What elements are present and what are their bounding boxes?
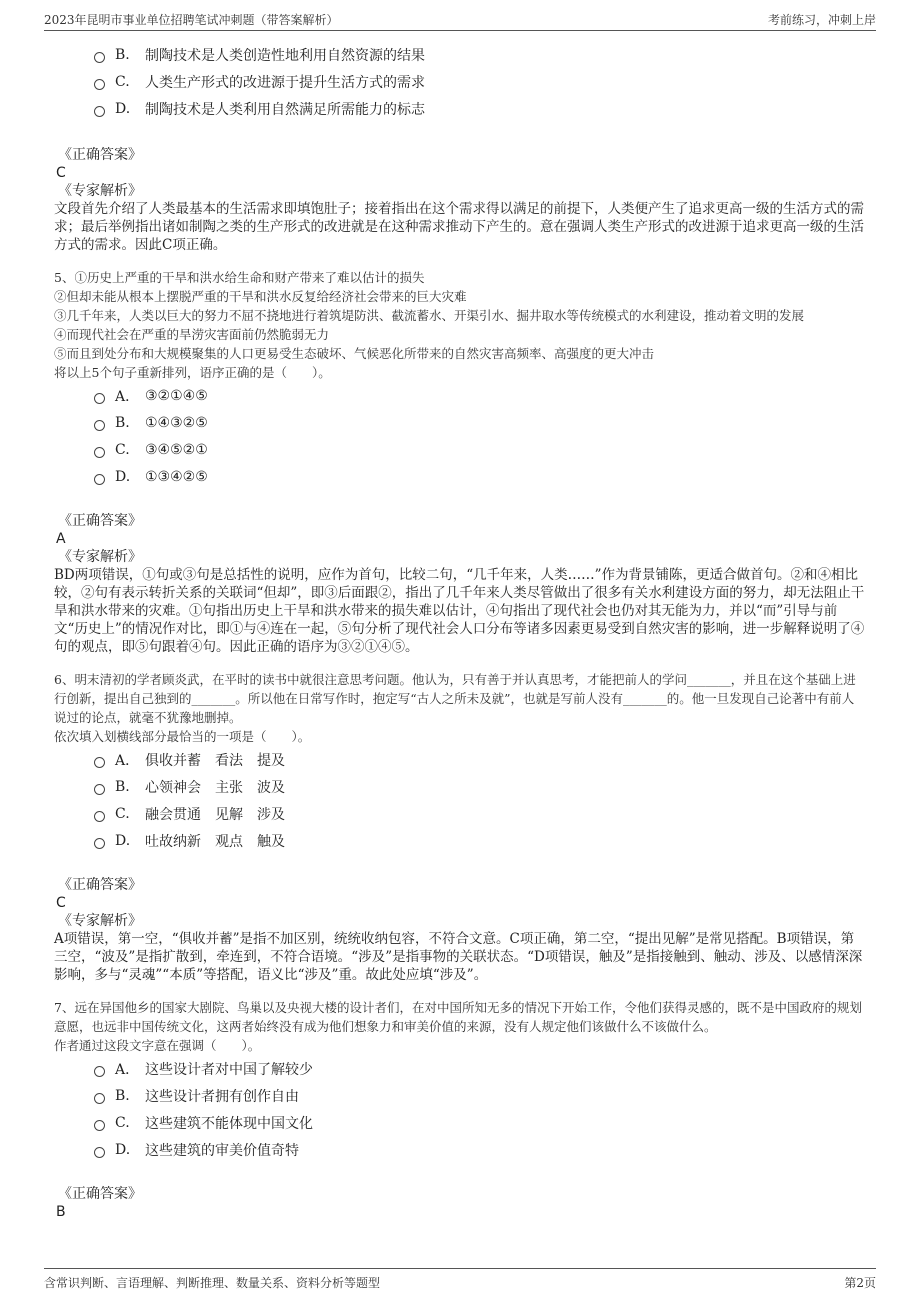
q7-option-a[interactable]: A． 这些设计者对中国了解较少 (94, 1055, 866, 1082)
analysis-label: 《专家解析》 (58, 549, 142, 565)
q5-option-b[interactable]: B. ①④③②⑤ (94, 409, 866, 436)
radio-icon[interactable] (94, 1147, 105, 1158)
q7-stem: 7、远在异国他乡的国家大剧院、鸟巢以及央视大楼的设计者们，在对中国所知无多的情况下开始工作，令他们获得灵感的，既不是中国政府的规划意愿，也远非中国传统文化，这两者始终没有成为他们想象力和审美价值的来源，没有人规定他们该做什么不该做什么。 (54, 1000, 862, 1034)
footer-note: 含常识判断、言语理解、判断推理、数量关系、资料分析等题型 (44, 1276, 381, 1290)
page-content (54, 40, 866, 1221)
radio-icon[interactable] (94, 811, 105, 822)
question-4 (54, 40, 866, 254)
question-6 (54, 670, 866, 984)
radio-icon[interactable] (94, 757, 105, 768)
radio-icon[interactable] (94, 106, 105, 117)
radio-icon[interactable] (94, 79, 105, 90)
q6-option-b[interactable]: B. 心领神会 主张 波及 (94, 773, 866, 800)
q5-stem-line: ④而现代社会在严重的旱涝灾害面前仍然脆弱无力 (54, 327, 330, 342)
q6-option-a[interactable]: A． 俱收并蓄 看法 提及 (94, 746, 866, 773)
radio-icon[interactable] (94, 420, 105, 431)
radio-icon[interactable] (94, 447, 105, 458)
analysis-label: 《专家解析》 (58, 183, 142, 199)
q7-option-b[interactable]: B. 这些设计者拥有创作自由 (94, 1082, 866, 1109)
analysis-text: A项错误，第一空，“俱收并蓄”是指不加区别，统统收纳包容，不符合文意。C项正确，第二空，“提出见解”是常见搭配。B项错误，第三空，“波及”是指扩散到，牵连到，不符合语境。“涉及”是指事物的关联状态。“D项错误，触及”是指接触到、触动、涉及、以感情深深影响，多与“灵魂”“本质”等搭配，语义比“涉及”重。故此处应填“涉及”。 (54, 931, 863, 983)
answer-value: C (56, 165, 66, 181)
radio-icon[interactable] (94, 393, 105, 404)
page-number: 第2页 (844, 1276, 876, 1290)
answer-value: B (56, 1204, 66, 1220)
q4-option-b[interactable]: B. 制陶技术是人类创造性地利用自然资源的结果 (94, 41, 866, 68)
analysis-text: 文段首先介绍了人类最基本的生活需求即填饱肚子；接着指出在这个需求得以满足的前提下，人类便产生了追求更高一级的生活方式的需求；最后举例指出诸如制陶之类的生产形式的改进就是在这种需求推动下产生的。意在强调人类生产形式的改进源于追求更高一级的生活方式的需求。因此C项正确。 (54, 201, 864, 253)
radio-icon[interactable] (94, 474, 105, 485)
answer-value: C (56, 895, 66, 911)
header-slogan: 考前练习，冲刺上岸 (767, 13, 876, 27)
question-7 (54, 998, 866, 1221)
q6-option-d[interactable]: D. 吐故纳新 观点 触及 (94, 827, 866, 854)
q6-stem: 6、明末清初的学者顾炎武，在平时的读书中就很注意思考问题。他认为，只有善于并认真思考，才能把前人的学问_______，并且在这个基础上进行创新，提出自己独到的_______。所以他在日常写作时，抱定写“古人之所未及就”，也就是写前人没有_______的。他一旦发现自己论著中有前人说过的论点，就毫不犹豫地删掉。 (54, 672, 856, 725)
q5-prompt: 将以上5个句子重新排列，语序正确的是（ ）。 (54, 365, 331, 380)
question-5 (54, 268, 866, 656)
answer-label: 《正确答案》 (58, 1186, 142, 1202)
q7-prompt: 作者通过这段文字意在强调（ ）。 (54, 1038, 261, 1053)
radio-icon[interactable] (94, 784, 105, 795)
radio-icon[interactable] (94, 1066, 105, 1077)
answer-value: A (56, 531, 66, 547)
q4-option-d[interactable]: D. 制陶技术是人类利用自然满足所需能力的标志 (94, 95, 866, 122)
answer-label: 《正确答案》 (58, 147, 142, 163)
q5-option-a[interactable]: A． ③②①④⑤ (94, 382, 866, 409)
q7-option-c[interactable]: C. 这些建筑不能体现中国文化 (94, 1109, 866, 1136)
radio-icon[interactable] (94, 838, 105, 849)
q6-prompt: 依次填入划横线部分最恰当的一项是（ ）。 (54, 729, 311, 744)
page-footer (44, 1268, 876, 1291)
q6-option-c[interactable]: C. 融会贯通 见解 涉及 (94, 800, 866, 827)
analysis-label: 《专家解析》 (58, 913, 142, 929)
analysis-text: BD两项错误，①句或③句是总括性的说明，应作为首句，比较二句，“几千年来，人类……”作为背景铺陈，更适合做首句。②和④相比较，②句有表示转折关系的关联词“但却”，即③后面跟②，指出了几千年来人类尽管做出了很多有关水利建设方面的努力，却无法阻止干旱和洪水带来的灾难。①句指出历史上干旱和洪水带来的损失难以估计，④句指出了现代社会也仍对其无能为力，并以“而”引导与前文“历史上”的情况作对比，即①与④连在一起，⑤句分析了现代社会人口分布等诸多因素更易受到自然灾害的影响，进一步解释说明了④句的观点，即⑤句跟着④句。因此正确的语序为③②①④⑤。 (54, 567, 865, 655)
q5-option-d[interactable]: D. ①③④②⑤ (94, 463, 866, 490)
radio-icon[interactable] (94, 1120, 105, 1131)
q5-option-c[interactable]: C. ③④⑤②① (94, 436, 866, 463)
document-title: 2023年昆明市事业单位招聘笔试冲刺题（带答案解析） (44, 13, 339, 27)
q5-stem-line: ③几千年来，人类以巨大的努力不屈不挠地进行着筑堤防洪、截流蓄水、开渠引水、掘井取水等传统模式的水利建设，推动着文明的发展 (54, 308, 805, 323)
radio-icon[interactable] (94, 52, 105, 63)
q4-option-c[interactable]: C. 人类生产形式的改进源于提升生活方式的需求 (94, 68, 866, 95)
answer-label: 《正确答案》 (58, 513, 142, 529)
page-header (44, 8, 876, 31)
answer-label: 《正确答案》 (58, 877, 142, 893)
q7-option-d[interactable]: D. 这些建筑的审美价值奇特 (94, 1136, 866, 1163)
q5-stem-line: ②但却未能从根本上摆脱严重的干旱和洪水反复给经济社会带来的巨大灾难 (54, 289, 467, 304)
radio-icon[interactable] (94, 1093, 105, 1104)
q5-stem-line: 5、①历史上严重的干旱和洪水给生命和财产带来了难以估计的损失 (54, 270, 425, 285)
q5-stem-line: ⑤而且到处分布和大规模聚集的人口更易受生态破坏、气候恶化所带来的自然灾害高频率、高强度的更大冲击 (54, 346, 655, 361)
